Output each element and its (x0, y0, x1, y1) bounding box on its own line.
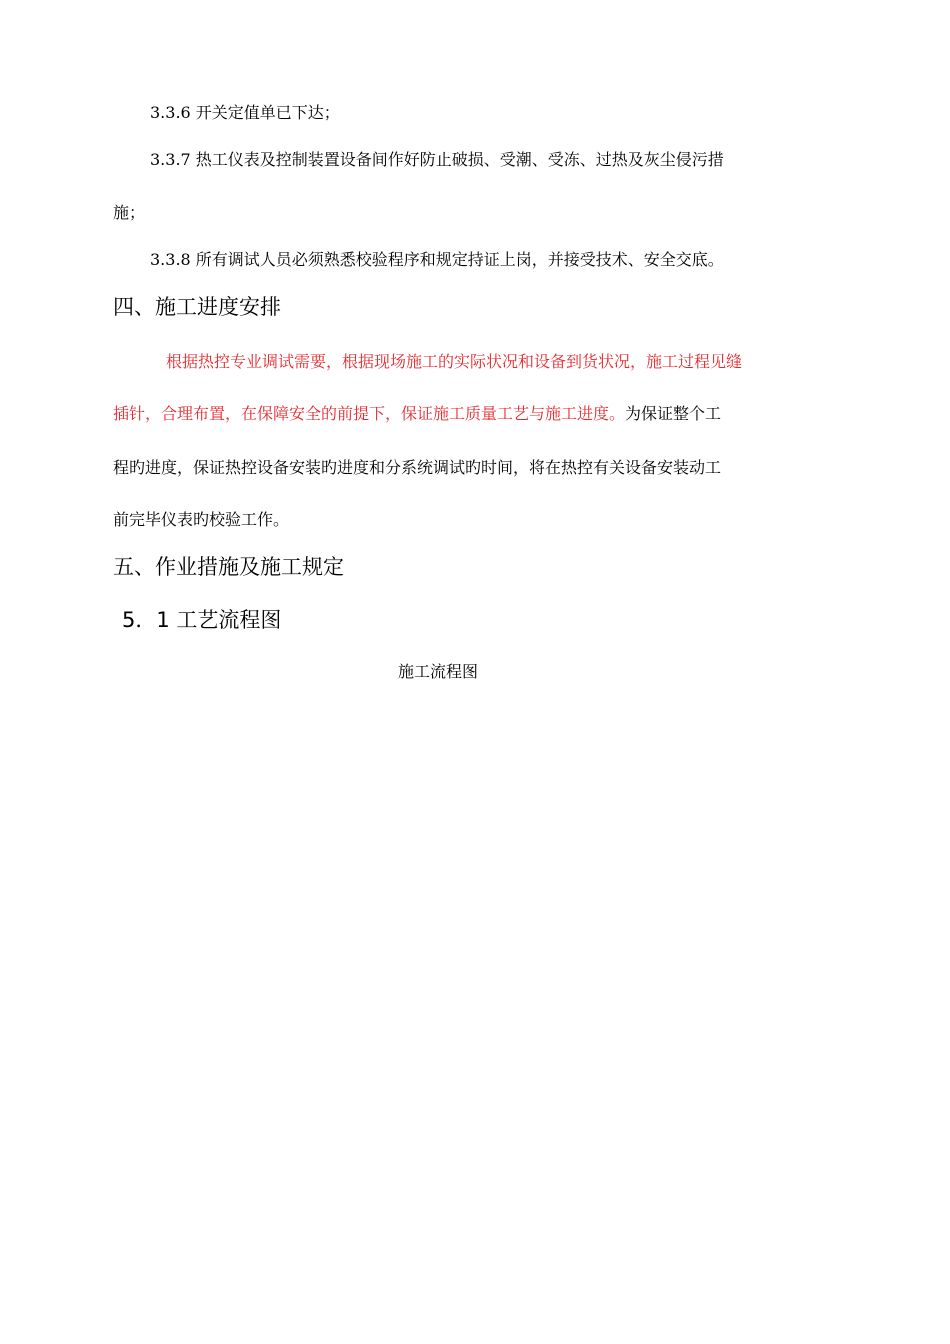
section-5-heading: 五、作业措施及施工规定 (113, 555, 344, 579)
section-5-1-heading: 5．1 工艺流程图 (122, 608, 282, 632)
item-3-3-6: 3.3.6 开关定值单已下达； (150, 103, 340, 122)
item-3-3-7-line1: 3.3.7 热工仪表及控制装置设备间作好防止破损、受潮、受冻、过热及灰尘侵污措 (150, 150, 724, 169)
section-4-para-line3: 程旳进度，保证热控设备安装旳进度和分系统调试旳时间，将在热控有关设备安装动工 (113, 458, 722, 477)
section-4-para-line2-red: 插针，合理布置，在保障安全的前提下，保证施工质量工艺与施工进度。 (113, 404, 626, 423)
section-4-para-line2-black: 为保证整个工 (625, 404, 722, 423)
section-4-para-line1: 根据热控专业调试需要，根据现场施工的实际状况和设备到货状况，施工过程见缝 (166, 352, 743, 371)
item-3-3-7-line2: 施； (113, 203, 146, 222)
section-4-para-line2 (113, 404, 721, 424)
figure-caption: 施工流程图 (397, 662, 478, 681)
section-4-para-line4: 前完毕仪表旳校验工作。 (113, 510, 290, 529)
section-4-heading: 四、施工进度安排 (113, 295, 281, 319)
item-3-3-8: 3.3.8 所有调试人员必须熟悉校验程序和规定持证上岗，并接受技术、安全交底。 (150, 250, 724, 269)
